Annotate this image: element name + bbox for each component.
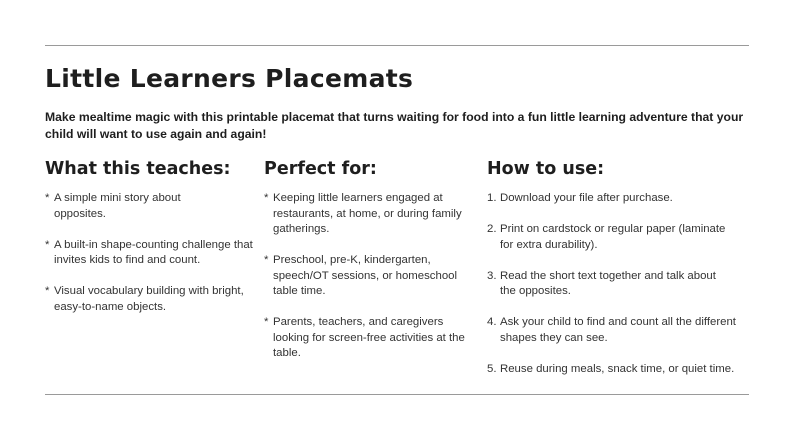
list-item: * Visual vocabulary building with bright, easy-to-name objects. [45, 285, 244, 313]
list-item: 5. Reuse during meals, snack time, or quiet time. [487, 362, 735, 375]
column-what-this-teaches [45, 159, 253, 331]
list-item: 3. Read the short text together and talk about the opposites. [487, 269, 716, 297]
list-item: * Parents, teachers, and caregivers looking for screen-free activities at the table. [264, 316, 465, 359]
list-item: * Preschool, pre-K, kindergarten, speech/OT sessions, or homeschool table time. [264, 254, 458, 297]
list [487, 191, 767, 377]
list-item: 1. Download your file after purchase. [487, 192, 673, 204]
list-item: * A built-in shape-counting challenge that invites kids to find and count. [45, 238, 253, 266]
top-divider [45, 45, 749, 46]
list [45, 191, 253, 315]
column-how-to-use [487, 159, 767, 393]
list-item: * A simple mini story about opposites. [45, 192, 181, 220]
list [264, 191, 464, 362]
column-heading: What this teaches: [45, 159, 231, 179]
column-perfect-for [264, 159, 464, 377]
column-heading: Perfect for: [264, 159, 377, 179]
intro-text: Make mealtime magic with this printable placemat that turns waiting for food into a fun little learning adventure that your child will want to use again and again! [45, 110, 744, 141]
list-item: 4. Ask your child to find and count all the different shapes they can see. [487, 316, 736, 344]
list-item: 2. Print on cardstock or regular paper (laminate for extra durability). [487, 223, 726, 251]
column-heading: How to use: [487, 159, 605, 179]
list-item: * Keeping little learners engaged at restaurants, at home, or during family gatherings. [264, 192, 462, 235]
bottom-divider [45, 394, 749, 395]
page-title: Little Learners Placemats [45, 64, 414, 93]
